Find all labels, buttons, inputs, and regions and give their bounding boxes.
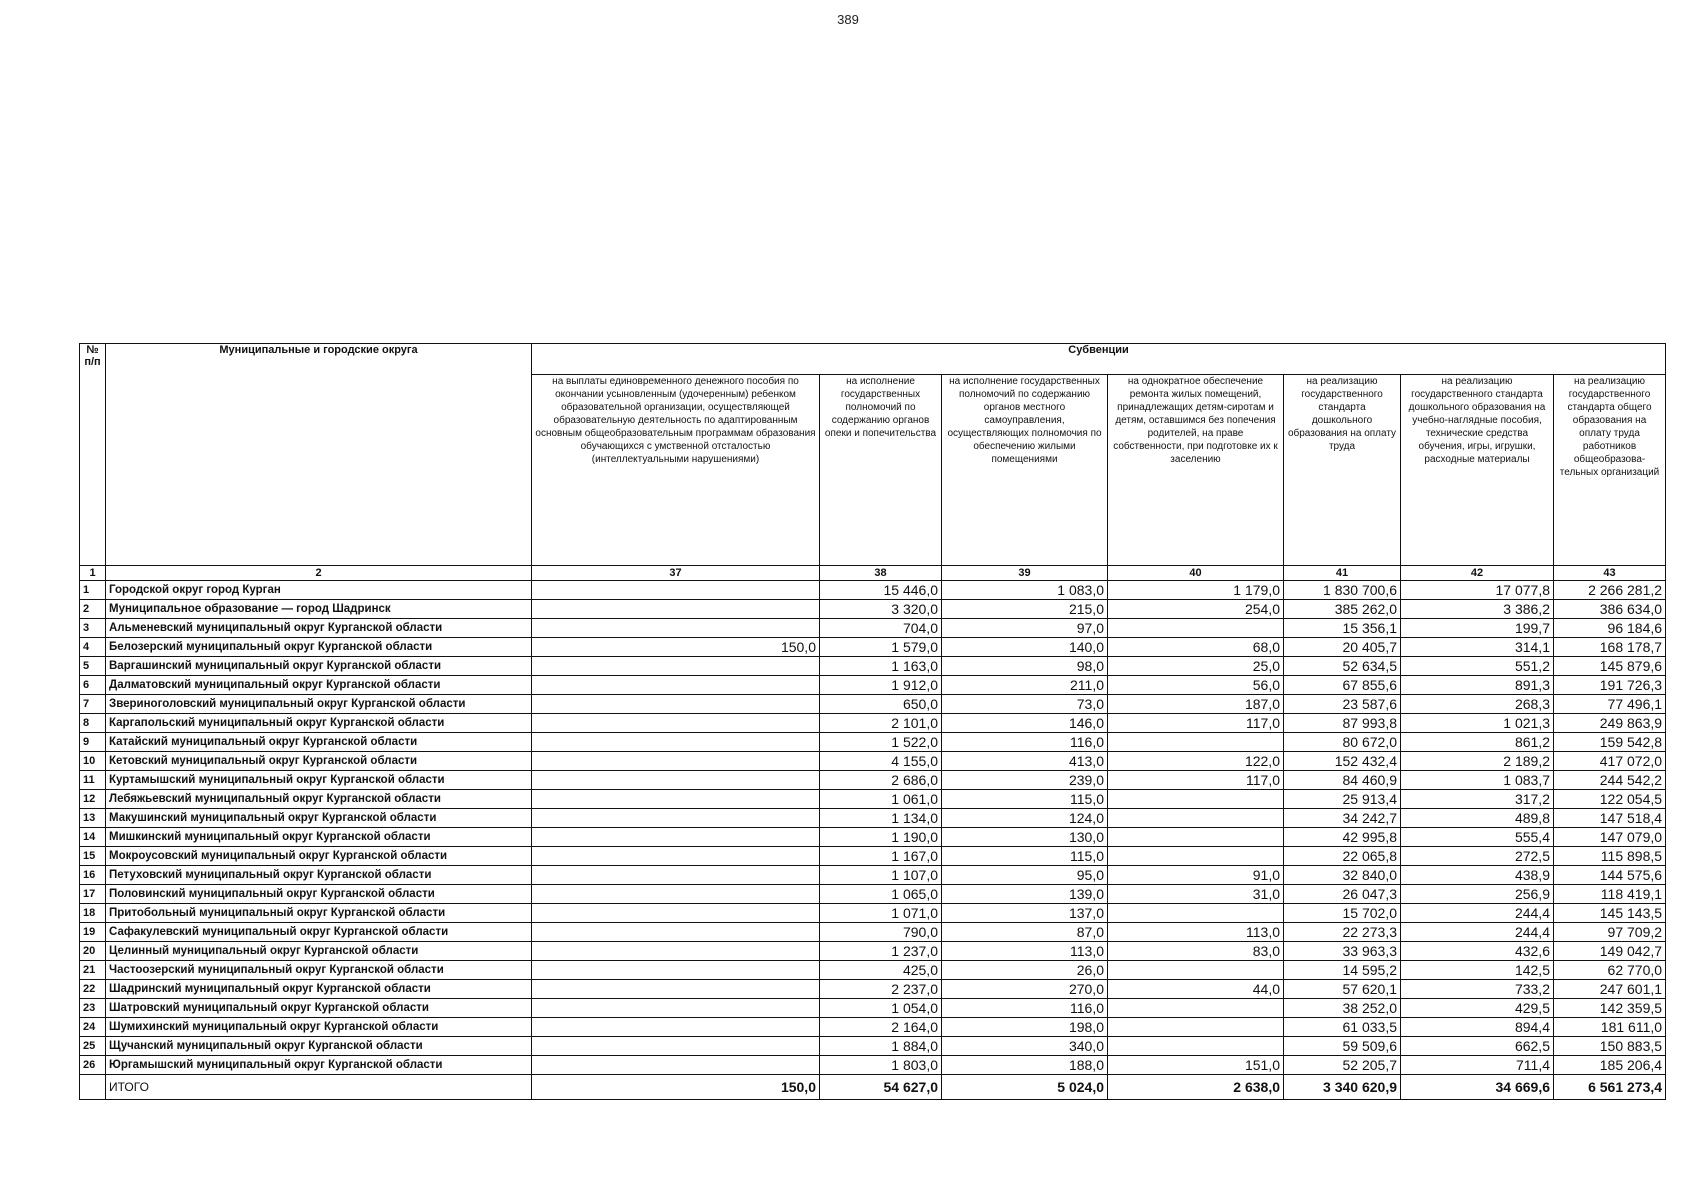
value-cell-col-43: 97 709,2: [1554, 923, 1666, 942]
value-cell-col-39: 139,0: [942, 885, 1108, 904]
value-cell-col-37: [532, 866, 820, 885]
subheader-42: на реализацию государственного стандарта дошкольного образования на учебно-наглядные пособия, технические средства обучения, игры, игрушки, расходные материалы: [1401, 375, 1554, 566]
value-cell-col-37: [532, 885, 820, 904]
value-cell-col-37: [532, 771, 820, 790]
value-cell-col-43: 96 184,6: [1554, 619, 1666, 638]
municipality-name: Мокроусовский муниципальный округ Курганской области: [106, 847, 532, 866]
total-value: 5 024,0: [942, 1075, 1108, 1100]
value-cell-col-41: 26 047,3: [1284, 885, 1401, 904]
value-cell-col-41: 84 460,9: [1284, 771, 1401, 790]
table-row: [80, 733, 1666, 752]
value-cell-col-39: 26,0: [942, 961, 1108, 980]
value-cell-col-38: 2 164,0: [820, 1018, 942, 1037]
subheader-41: на реализацию государственного стандарта дошкольного образования на оплату труда: [1284, 375, 1401, 566]
value-cell-col-38: 425,0: [820, 961, 942, 980]
value-cell-col-40: 1 179,0: [1108, 581, 1284, 600]
subheader-39: на исполнение государственных полномочий по содержанию органов местного самоуправления, осуществляющих полномочия по обеспечению жилыми помещениями: [942, 375, 1108, 566]
value-cell-col-37: [532, 923, 820, 942]
municipality-name: Шадринский муниципальный округ Курганской области: [106, 980, 532, 999]
value-cell-col-41: 22 273,3: [1284, 923, 1401, 942]
value-cell-col-37: [532, 809, 820, 828]
value-cell-col-39: 270,0: [942, 980, 1108, 999]
table-row: [80, 828, 1666, 847]
value-cell-col-41: 57 620,1: [1284, 980, 1401, 999]
municipality-name: Куртамышский муниципальный округ Курганской области: [106, 771, 532, 790]
municipality-name: Кетовский муниципальный округ Курганской области: [106, 752, 532, 771]
value-cell-col-43: 159 542,8: [1554, 733, 1666, 752]
municipality-name: Частоозерский муниципальный округ Курганской области: [106, 961, 532, 980]
value-cell-col-42: 317,2: [1401, 790, 1554, 809]
value-cell-col-40: 83,0: [1108, 942, 1284, 961]
value-cell-col-37: [532, 581, 820, 600]
value-cell-col-39: 73,0: [942, 695, 1108, 714]
row-number: 2: [80, 600, 106, 619]
value-cell-col-38: 1 237,0: [820, 942, 942, 961]
value-cell-col-41: 80 672,0: [1284, 733, 1401, 752]
row-number: 16: [80, 866, 106, 885]
value-cell-col-41: 15 702,0: [1284, 904, 1401, 923]
value-cell-col-40: [1108, 999, 1284, 1018]
value-cell-col-37: [532, 942, 820, 961]
value-cell-col-37: [532, 619, 820, 638]
header-row: [80, 344, 1666, 375]
value-cell-col-42: 861,2: [1401, 733, 1554, 752]
table-row: [80, 695, 1666, 714]
value-cell-col-37: [532, 657, 820, 676]
value-cell-col-43: 150 883,5: [1554, 1037, 1666, 1056]
row-number: 17: [80, 885, 106, 904]
municipality-name: Целинный муниципальный округ Курганской области: [106, 942, 532, 961]
value-cell-col-41: 32 840,0: [1284, 866, 1401, 885]
value-cell-col-38: 1 522,0: [820, 733, 942, 752]
value-cell-col-41: 23 587,6: [1284, 695, 1401, 714]
value-cell-col-39: 137,0: [942, 904, 1108, 923]
value-cell-col-38: 1 190,0: [820, 828, 942, 847]
value-cell-col-37: [532, 904, 820, 923]
value-cell-col-43: 122 054,5: [1554, 790, 1666, 809]
row-number: 15: [80, 847, 106, 866]
table-row: [80, 942, 1666, 961]
table-body: [80, 581, 1666, 1075]
value-cell-col-41: 385 262,0: [1284, 600, 1401, 619]
value-cell-col-37: [532, 980, 820, 999]
value-cell-col-40: 56,0: [1108, 676, 1284, 695]
total-value: 2 638,0: [1108, 1075, 1284, 1100]
value-cell-col-42: 244,4: [1401, 923, 1554, 942]
subventions-table: [79, 343, 1666, 1100]
table-row: [80, 809, 1666, 828]
value-cell-col-39: 340,0: [942, 1037, 1108, 1056]
value-cell-col-41: 14 595,2: [1284, 961, 1401, 980]
value-cell-col-41: 87 993,8: [1284, 714, 1401, 733]
value-cell-col-41: 52 634,5: [1284, 657, 1401, 676]
value-cell-col-41: 38 252,0: [1284, 999, 1401, 1018]
value-cell-col-39: 87,0: [942, 923, 1108, 942]
value-cell-col-38: 1 071,0: [820, 904, 942, 923]
value-cell-col-40: [1108, 809, 1284, 828]
value-cell-col-43: 142 359,5: [1554, 999, 1666, 1018]
row-number: 26: [80, 1056, 106, 1075]
subheader-40: на однократное обеспечение ремонта жилых помещений, принадлежащих детям-сиротам и детям, оставшимся без попечения родителей, на праве собственности, при подготовке их к заселению: [1108, 375, 1284, 566]
column-number: 42: [1401, 566, 1554, 581]
total-value: 34 669,6: [1401, 1075, 1554, 1100]
value-cell-col-43: 147 518,4: [1554, 809, 1666, 828]
value-cell-col-38: 2 237,0: [820, 980, 942, 999]
value-cell-col-43: 145 879,6: [1554, 657, 1666, 676]
value-cell-col-40: 31,0: [1108, 885, 1284, 904]
value-cell-col-41: 33 963,3: [1284, 942, 1401, 961]
value-cell-col-42: 142,5: [1401, 961, 1554, 980]
municipality-name: Катайский муниципальный округ Курганской области: [106, 733, 532, 752]
value-cell-col-40: [1108, 847, 1284, 866]
value-cell-col-38: 704,0: [820, 619, 942, 638]
value-cell-col-39: 95,0: [942, 866, 1108, 885]
value-cell-col-39: 198,0: [942, 1018, 1108, 1037]
value-cell-col-43: 386 634,0: [1554, 600, 1666, 619]
table-row: [80, 714, 1666, 733]
table-row: [80, 904, 1666, 923]
value-cell-col-42: 733,2: [1401, 980, 1554, 999]
column-number: 1: [80, 566, 106, 581]
value-cell-col-39: 98,0: [942, 657, 1108, 676]
value-cell-col-37: [532, 600, 820, 619]
table-row: [80, 961, 1666, 980]
table-row: [80, 581, 1666, 600]
value-cell-col-40: 68,0: [1108, 638, 1284, 657]
value-cell-col-38: 1 054,0: [820, 999, 942, 1018]
value-cell-col-42: 662,5: [1401, 1037, 1554, 1056]
value-cell-col-40: [1108, 961, 1284, 980]
table-row: [80, 923, 1666, 942]
row-number: 25: [80, 1037, 106, 1056]
value-cell-col-37: [532, 961, 820, 980]
row-number: 18: [80, 904, 106, 923]
value-cell-col-43: 244 542,2: [1554, 771, 1666, 790]
value-cell-col-38: 15 446,0: [820, 581, 942, 600]
value-cell-col-42: 429,5: [1401, 999, 1554, 1018]
value-cell-col-38: 1 884,0: [820, 1037, 942, 1056]
value-cell-col-42: 894,4: [1401, 1018, 1554, 1037]
table-row: [80, 1018, 1666, 1037]
value-cell-col-43: 247 601,1: [1554, 980, 1666, 999]
total-value: 3 340 620,9: [1284, 1075, 1401, 1100]
col-name-header: Муниципальные и городские округа: [106, 344, 532, 566]
page-number: 389: [837, 12, 859, 27]
value-cell-col-43: 249 863,9: [1554, 714, 1666, 733]
value-cell-col-42: 438,9: [1401, 866, 1554, 885]
value-cell-col-42: 891,3: [1401, 676, 1554, 695]
row-number: 4: [80, 638, 106, 657]
value-cell-col-41: 22 065,8: [1284, 847, 1401, 866]
municipality-name: Лебяжьевский муниципальный округ Курганской области: [106, 790, 532, 809]
municipality-name: Звериноголовский муниципальный округ Курганской области: [106, 695, 532, 714]
value-cell-col-37: [532, 676, 820, 695]
value-cell-col-40: 151,0: [1108, 1056, 1284, 1075]
row-number: 10: [80, 752, 106, 771]
value-cell-col-38: 4 155,0: [820, 752, 942, 771]
column-number: 43: [1554, 566, 1666, 581]
municipality-name: Шумихинский муниципальный округ Курганской области: [106, 1018, 532, 1037]
row-number: 12: [80, 790, 106, 809]
row-number: 24: [80, 1018, 106, 1037]
municipality-name: Каргапольский муниципальный округ Курганской области: [106, 714, 532, 733]
value-cell-col-41: 1 830 700,6: [1284, 581, 1401, 600]
value-cell-col-38: 650,0: [820, 695, 942, 714]
value-cell-col-37: [532, 790, 820, 809]
municipality-name: Белозерский муниципальный округ Курганской области: [106, 638, 532, 657]
value-cell-col-38: 1 163,0: [820, 657, 942, 676]
table-row: [80, 980, 1666, 999]
municipality-name: Далматовский муниципальный округ Курганской области: [106, 676, 532, 695]
row-number: 3: [80, 619, 106, 638]
value-cell-col-42: 268,3: [1401, 695, 1554, 714]
row-number: 6: [80, 676, 106, 695]
row-number: 1: [80, 581, 106, 600]
value-cell-col-39: 146,0: [942, 714, 1108, 733]
municipality-name: Мишкинский муниципальный округ Курганской области: [106, 828, 532, 847]
municipality-name: Варгашинский муниципальный округ Курганской области: [106, 657, 532, 676]
column-number: 41: [1284, 566, 1401, 581]
value-cell-col-38: 1 107,0: [820, 866, 942, 885]
value-cell-col-38: 2 101,0: [820, 714, 942, 733]
value-cell-col-42: 199,7: [1401, 619, 1554, 638]
value-cell-col-40: 122,0: [1108, 752, 1284, 771]
value-cell-col-39: 239,0: [942, 771, 1108, 790]
value-cell-col-43: 417 072,0: [1554, 752, 1666, 771]
municipality-name: Альменевский муниципальный округ Курганской области: [106, 619, 532, 638]
municipality-name: Шатровский муниципальный округ Курганской области: [106, 999, 532, 1018]
value-cell-col-42: 711,4: [1401, 1056, 1554, 1075]
column-numbers-row: [80, 566, 1666, 581]
value-cell-col-42: 555,4: [1401, 828, 1554, 847]
municipality-name: Городской округ город Курган: [106, 581, 532, 600]
value-cell-col-38: 1 134,0: [820, 809, 942, 828]
value-cell-col-39: 116,0: [942, 733, 1108, 752]
value-cell-col-42: 489,8: [1401, 809, 1554, 828]
table-row: [80, 771, 1666, 790]
value-cell-col-40: 254,0: [1108, 600, 1284, 619]
total-value: 54 627,0: [820, 1075, 942, 1100]
row-number: 14: [80, 828, 106, 847]
value-cell-col-41: 20 405,7: [1284, 638, 1401, 657]
value-cell-col-38: 1 065,0: [820, 885, 942, 904]
value-cell-col-37: 150,0: [532, 638, 820, 657]
value-cell-col-43: 181 611,0: [1554, 1018, 1666, 1037]
value-cell-col-42: 256,9: [1401, 885, 1554, 904]
column-number: 40: [1108, 566, 1284, 581]
value-cell-col-39: 413,0: [942, 752, 1108, 771]
municipality-name: Юргамышский муниципальный округ Курганской области: [106, 1056, 532, 1075]
value-cell-col-43: 185 206,4: [1554, 1056, 1666, 1075]
row-number: 13: [80, 809, 106, 828]
table-row: [80, 866, 1666, 885]
value-cell-col-41: 25 913,4: [1284, 790, 1401, 809]
value-cell-col-37: [532, 847, 820, 866]
total-value: 150,0: [532, 1075, 820, 1100]
col-number-header: № п/п: [80, 344, 106, 566]
value-cell-col-40: 91,0: [1108, 866, 1284, 885]
value-cell-col-42: 432,6: [1401, 942, 1554, 961]
value-cell-col-42: 1 083,7: [1401, 771, 1554, 790]
value-cell-col-40: [1108, 828, 1284, 847]
total-number-cell: [80, 1075, 106, 1100]
value-cell-col-37: [532, 1018, 820, 1037]
value-cell-col-41: 15 356,1: [1284, 619, 1401, 638]
value-cell-col-38: 1 803,0: [820, 1056, 942, 1075]
municipality-name: Притобольный муниципальный округ Курганской области: [106, 904, 532, 923]
table-row: [80, 657, 1666, 676]
subheader-37: на выплаты единовременного денежного пособия по окончании усыновленным (удочеренным) ребенком образовательной организации, осуществляющей образовательную деятельность по адаптированным основным общеобразовательным программам образования обучающихся с умственной отсталостью (интеллектуальными нарушениями): [532, 375, 820, 566]
value-cell-col-39: 115,0: [942, 847, 1108, 866]
value-cell-col-42: 551,2: [1401, 657, 1554, 676]
value-cell-col-39: 215,0: [942, 600, 1108, 619]
value-cell-col-39: 1 083,0: [942, 581, 1108, 600]
table-row: [80, 885, 1666, 904]
value-cell-col-40: [1108, 790, 1284, 809]
subventions-group-header: Субвенции: [532, 344, 1666, 375]
table-row: [80, 619, 1666, 638]
value-cell-col-39: 140,0: [942, 638, 1108, 657]
table-row: [80, 999, 1666, 1018]
value-cell-col-43: 62 770,0: [1554, 961, 1666, 980]
value-cell-col-43: 144 575,6: [1554, 866, 1666, 885]
subheader-38: на исполнение государственных полномочий по содержанию органов опеки и попечительства: [820, 375, 942, 566]
row-number: 20: [80, 942, 106, 961]
value-cell-col-42: 2 189,2: [1401, 752, 1554, 771]
row-number: 22: [80, 980, 106, 999]
value-cell-col-43: 115 898,5: [1554, 847, 1666, 866]
value-cell-col-42: 17 077,8: [1401, 581, 1554, 600]
value-cell-col-37: [532, 733, 820, 752]
value-cell-col-37: [532, 999, 820, 1018]
value-cell-col-40: 113,0: [1108, 923, 1284, 942]
value-cell-col-43: 145 143,5: [1554, 904, 1666, 923]
value-cell-col-43: 2 266 281,2: [1554, 581, 1666, 600]
value-cell-col-38: 1 579,0: [820, 638, 942, 657]
value-cell-col-40: [1108, 904, 1284, 923]
table-row: [80, 600, 1666, 619]
value-cell-col-43: 168 178,7: [1554, 638, 1666, 657]
table-row: [80, 638, 1666, 657]
value-cell-col-37: [532, 1056, 820, 1075]
value-cell-col-41: 67 855,6: [1284, 676, 1401, 695]
value-cell-col-39: 115,0: [942, 790, 1108, 809]
value-cell-col-39: 113,0: [942, 942, 1108, 961]
value-cell-col-41: 42 995,8: [1284, 828, 1401, 847]
municipality-name: Макушинский муниципальный округ Курганской области: [106, 809, 532, 828]
value-cell-col-40: [1108, 1018, 1284, 1037]
value-cell-col-41: 52 205,7: [1284, 1056, 1401, 1075]
value-cell-col-41: 61 033,5: [1284, 1018, 1401, 1037]
row-number: 23: [80, 999, 106, 1018]
column-number: 2: [106, 566, 532, 581]
municipality-name: Половинский муниципальный округ Курганской области: [106, 885, 532, 904]
table-row: [80, 790, 1666, 809]
value-cell-col-37: [532, 1037, 820, 1056]
value-cell-col-37: [532, 752, 820, 771]
value-cell-col-42: 3 386,2: [1401, 600, 1554, 619]
value-cell-col-40: [1108, 619, 1284, 638]
value-cell-col-40: 117,0: [1108, 714, 1284, 733]
value-cell-col-40: 117,0: [1108, 771, 1284, 790]
municipality-name: Сафакулевский муниципальный округ Курганской области: [106, 923, 532, 942]
municipality-name: Муниципальное образование — город Шадринск: [106, 600, 532, 619]
table-row: [80, 1037, 1666, 1056]
value-cell-col-38: 1 912,0: [820, 676, 942, 695]
table-row: [80, 752, 1666, 771]
value-cell-col-37: [532, 714, 820, 733]
value-cell-col-43: 191 726,3: [1554, 676, 1666, 695]
value-cell-col-41: 34 242,7: [1284, 809, 1401, 828]
row-number: 5: [80, 657, 106, 676]
value-cell-col-42: 314,1: [1401, 638, 1554, 657]
value-cell-col-42: 1 021,3: [1401, 714, 1554, 733]
column-number: 38: [820, 566, 942, 581]
column-number: 39: [942, 566, 1108, 581]
value-cell-col-38: 790,0: [820, 923, 942, 942]
total-row: [80, 1075, 1666, 1100]
value-cell-col-40: 187,0: [1108, 695, 1284, 714]
value-cell-col-43: 147 079,0: [1554, 828, 1666, 847]
value-cell-col-38: 1 061,0: [820, 790, 942, 809]
total-value: 6 561 273,4: [1554, 1075, 1666, 1100]
value-cell-col-42: 272,5: [1401, 847, 1554, 866]
value-cell-col-39: 116,0: [942, 999, 1108, 1018]
table-row: [80, 847, 1666, 866]
value-cell-col-37: [532, 828, 820, 847]
row-number: 7: [80, 695, 106, 714]
value-cell-col-39: 130,0: [942, 828, 1108, 847]
value-cell-col-39: 97,0: [942, 619, 1108, 638]
value-cell-col-43: 149 042,7: [1554, 942, 1666, 961]
subheader-43: на реализацию государственного стандарта общего образования на оплату труда работников общеобразова-тельных организаций: [1554, 375, 1666, 566]
value-cell-col-40: [1108, 1037, 1284, 1056]
row-number: 21: [80, 961, 106, 980]
column-number: 37: [532, 566, 820, 581]
value-cell-col-38: 1 167,0: [820, 847, 942, 866]
value-cell-col-40: 44,0: [1108, 980, 1284, 999]
value-cell-col-43: 118 419,1: [1554, 885, 1666, 904]
value-cell-col-38: 3 320,0: [820, 600, 942, 619]
value-cell-col-39: 211,0: [942, 676, 1108, 695]
municipality-name: Щучанский муниципальный округ Курганской области: [106, 1037, 532, 1056]
table-row: [80, 676, 1666, 695]
value-cell-col-39: 188,0: [942, 1056, 1108, 1075]
row-number: 19: [80, 923, 106, 942]
value-cell-col-43: 77 496,1: [1554, 695, 1666, 714]
value-cell-col-39: 124,0: [942, 809, 1108, 828]
row-number: 8: [80, 714, 106, 733]
value-cell-col-41: 152 432,4: [1284, 752, 1401, 771]
row-number: 11: [80, 771, 106, 790]
value-cell-col-40: [1108, 733, 1284, 752]
value-cell-col-41: 59 509,6: [1284, 1037, 1401, 1056]
value-cell-col-42: 244,4: [1401, 904, 1554, 923]
value-cell-col-40: 25,0: [1108, 657, 1284, 676]
value-cell-col-37: [532, 695, 820, 714]
value-cell-col-38: 2 686,0: [820, 771, 942, 790]
total-label: ИТОГО: [106, 1075, 532, 1100]
table-row: [80, 1056, 1666, 1075]
row-number: 9: [80, 733, 106, 752]
municipality-name: Петуховский муниципальный округ Курганской области: [106, 866, 532, 885]
